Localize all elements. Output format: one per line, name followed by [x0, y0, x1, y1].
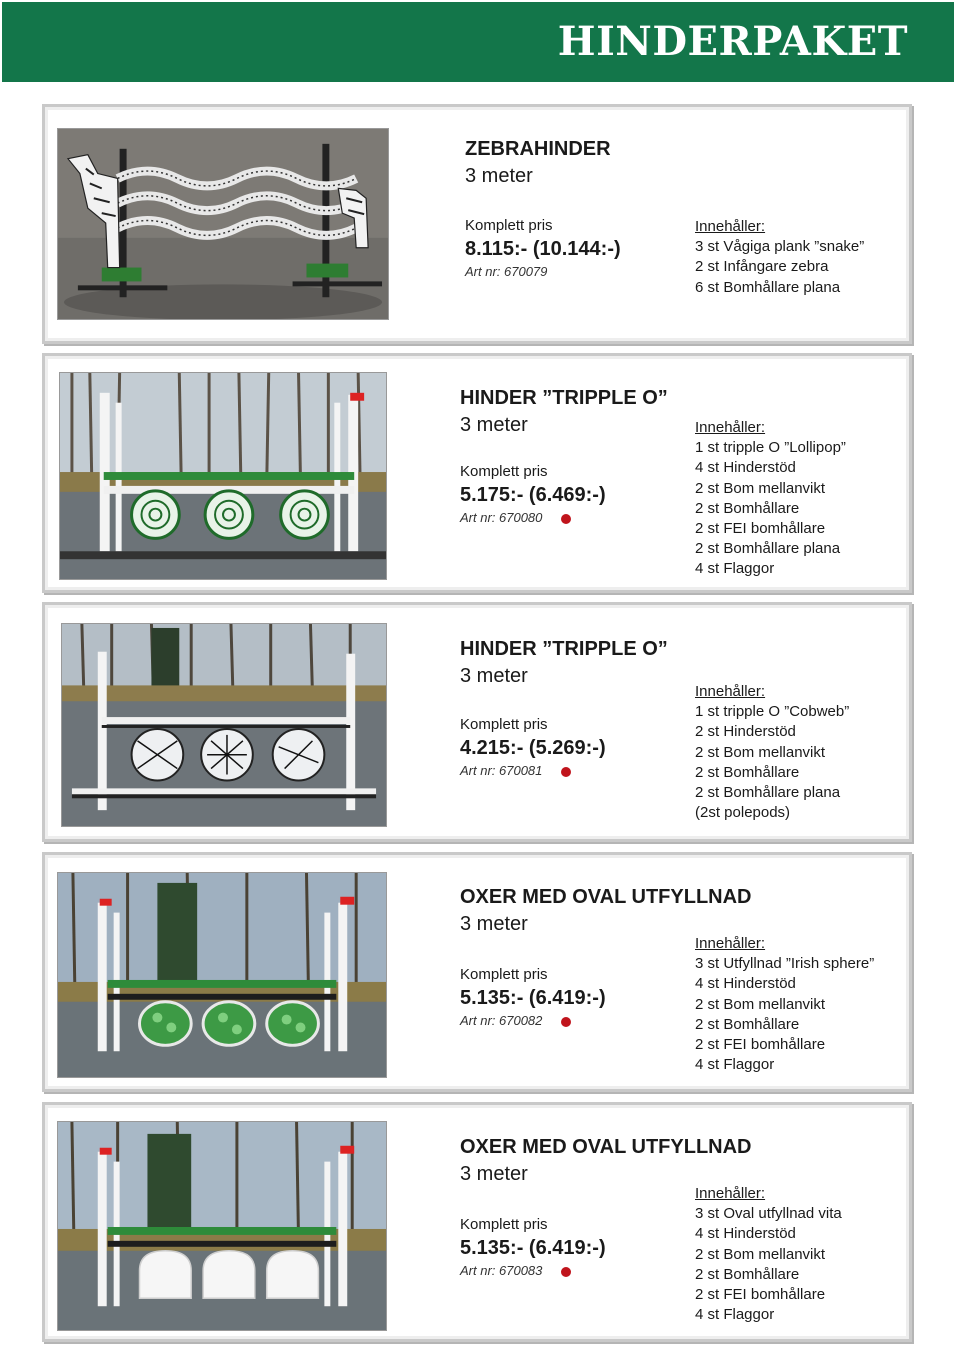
product-length: 3 meter: [460, 665, 528, 687]
price-label: Komplett pris: [465, 217, 553, 234]
marker-dot: [561, 767, 571, 777]
product-title: ZEBRAHINDER: [465, 138, 611, 160]
contents-list: [695, 682, 849, 823]
marker-dot: [561, 1267, 571, 1277]
contents-heading: Innehåller:: [695, 419, 766, 436]
contents-list: [695, 418, 846, 580]
contents-item: 3 st Oval utfyllnad vita: [695, 1205, 842, 1223]
product-price: 4.215:- (5.269:-): [460, 737, 606, 759]
contents-heading: Innehåller:: [695, 683, 766, 700]
contents-item: 3 st Utfyllnad ”Irish sphere”: [695, 955, 875, 973]
contents-heading: Innehåller:: [695, 1185, 766, 1202]
product-card-oxer-irish-sphere: [42, 852, 912, 1092]
product-title: OXER MED OVAL UTFYLLNAD: [460, 1136, 752, 1158]
contents-item: 2 st Bomhållare: [695, 499, 800, 517]
contents-item: 2 st Bom mellanvikt: [695, 995, 826, 1013]
contents-item: 2 st Bomhållare: [695, 1015, 800, 1033]
contents-item: 1 st tripple O ”Cobweb”: [695, 703, 850, 721]
product-price: 5.175:- (6.469:-): [460, 484, 606, 506]
contents-list: [695, 1184, 842, 1325]
product-length: 3 meter: [465, 165, 533, 187]
marker-dot: [561, 514, 571, 524]
product-length: 3 meter: [460, 1163, 528, 1185]
product-card-zebrahinder: [42, 104, 912, 344]
contents-item: 4 st Flaggor: [695, 560, 775, 578]
page-title: HINDERPAKET: [557, 18, 908, 65]
contents-item: 4 st Hinderstöd: [695, 459, 796, 477]
contents-item: 2 st Bom mellanvikt: [695, 1245, 826, 1263]
contents-item: 3 st Vågiga plank ”snake”: [695, 238, 865, 256]
contents-list: [695, 934, 874, 1075]
contents-heading: Innehåller:: [695, 935, 766, 952]
article-number: Art nr: 670081: [460, 763, 543, 778]
product-price: 5.135:- (6.419:-): [460, 987, 606, 1009]
contents-item: (2st polepods): [695, 804, 791, 822]
contents-item: 4 st Flaggor: [695, 1306, 775, 1324]
zebra-jump-photo: [57, 128, 389, 320]
contents-item: 4 st Hinderstöd: [695, 1225, 796, 1243]
price-label: Komplett pris: [460, 716, 548, 733]
contents-item: 2 st Bomhållare: [695, 1265, 800, 1283]
contents-item: 2 st Hinderstöd: [695, 723, 796, 741]
article-number: Art nr: 670079: [465, 264, 548, 279]
article-number: Art nr: 670082: [460, 1013, 543, 1028]
marker-dot: [561, 1017, 571, 1027]
product-price: 8.115:- (10.144:-): [465, 238, 621, 260]
contents-item: 2 st FEI bomhållare: [695, 1036, 826, 1054]
contents-item: 2 st Bomhållare plana: [695, 540, 841, 558]
contents-item: 4 st Hinderstöd: [695, 975, 796, 993]
contents-item: 1 st tripple O ”Lollipop”: [695, 439, 846, 457]
contents-heading: Innehåller:: [695, 218, 766, 235]
contents-item: 2 st Bomhållare plana: [695, 784, 841, 802]
article-number: Art nr: 670080: [460, 510, 543, 525]
product-card-oxer-white-oval: [42, 1102, 912, 1342]
price-label: Komplett pris: [460, 463, 548, 480]
header-banner: [2, 2, 954, 82]
contents-item: 4 st Flaggor: [695, 1056, 775, 1074]
contents-item: 2 st Bom mellanvikt: [695, 743, 826, 761]
contents-item: 2 st Bomhållare: [695, 763, 800, 781]
contents-item: 6 st Bomhållare plana: [695, 278, 841, 296]
contents-item: 2 st Infångare zebra: [695, 258, 829, 276]
price-label: Komplett pris: [460, 1216, 548, 1233]
contents-list: [695, 217, 864, 298]
product-length: 3 meter: [460, 913, 528, 935]
product-title: HINDER ”TRIPPLE O”: [460, 638, 668, 660]
product-card-tripple-o-lollipop: [42, 353, 912, 593]
product-length: 3 meter: [460, 414, 528, 436]
cobweb-jump-photo: [61, 623, 387, 827]
contents-item: 2 st FEI bomhållare: [695, 1286, 826, 1304]
white-oval-oxer-photo: [57, 1121, 387, 1331]
product-price: 5.135:- (6.419:-): [460, 1237, 606, 1259]
product-title: OXER MED OVAL UTFYLLNAD: [460, 886, 752, 908]
lollipop-jump-photo: [59, 372, 387, 580]
irish-sphere-oxer-photo: [57, 872, 387, 1078]
product-card-tripple-o-cobweb: [42, 602, 912, 842]
product-title: HINDER ”TRIPPLE O”: [460, 387, 668, 409]
contents-item: 2 st FEI bomhållare: [695, 520, 826, 538]
contents-item: 2 st Bom mellanvikt: [695, 479, 826, 497]
article-number: Art nr: 670083: [460, 1263, 543, 1278]
price-label: Komplett pris: [460, 966, 548, 983]
